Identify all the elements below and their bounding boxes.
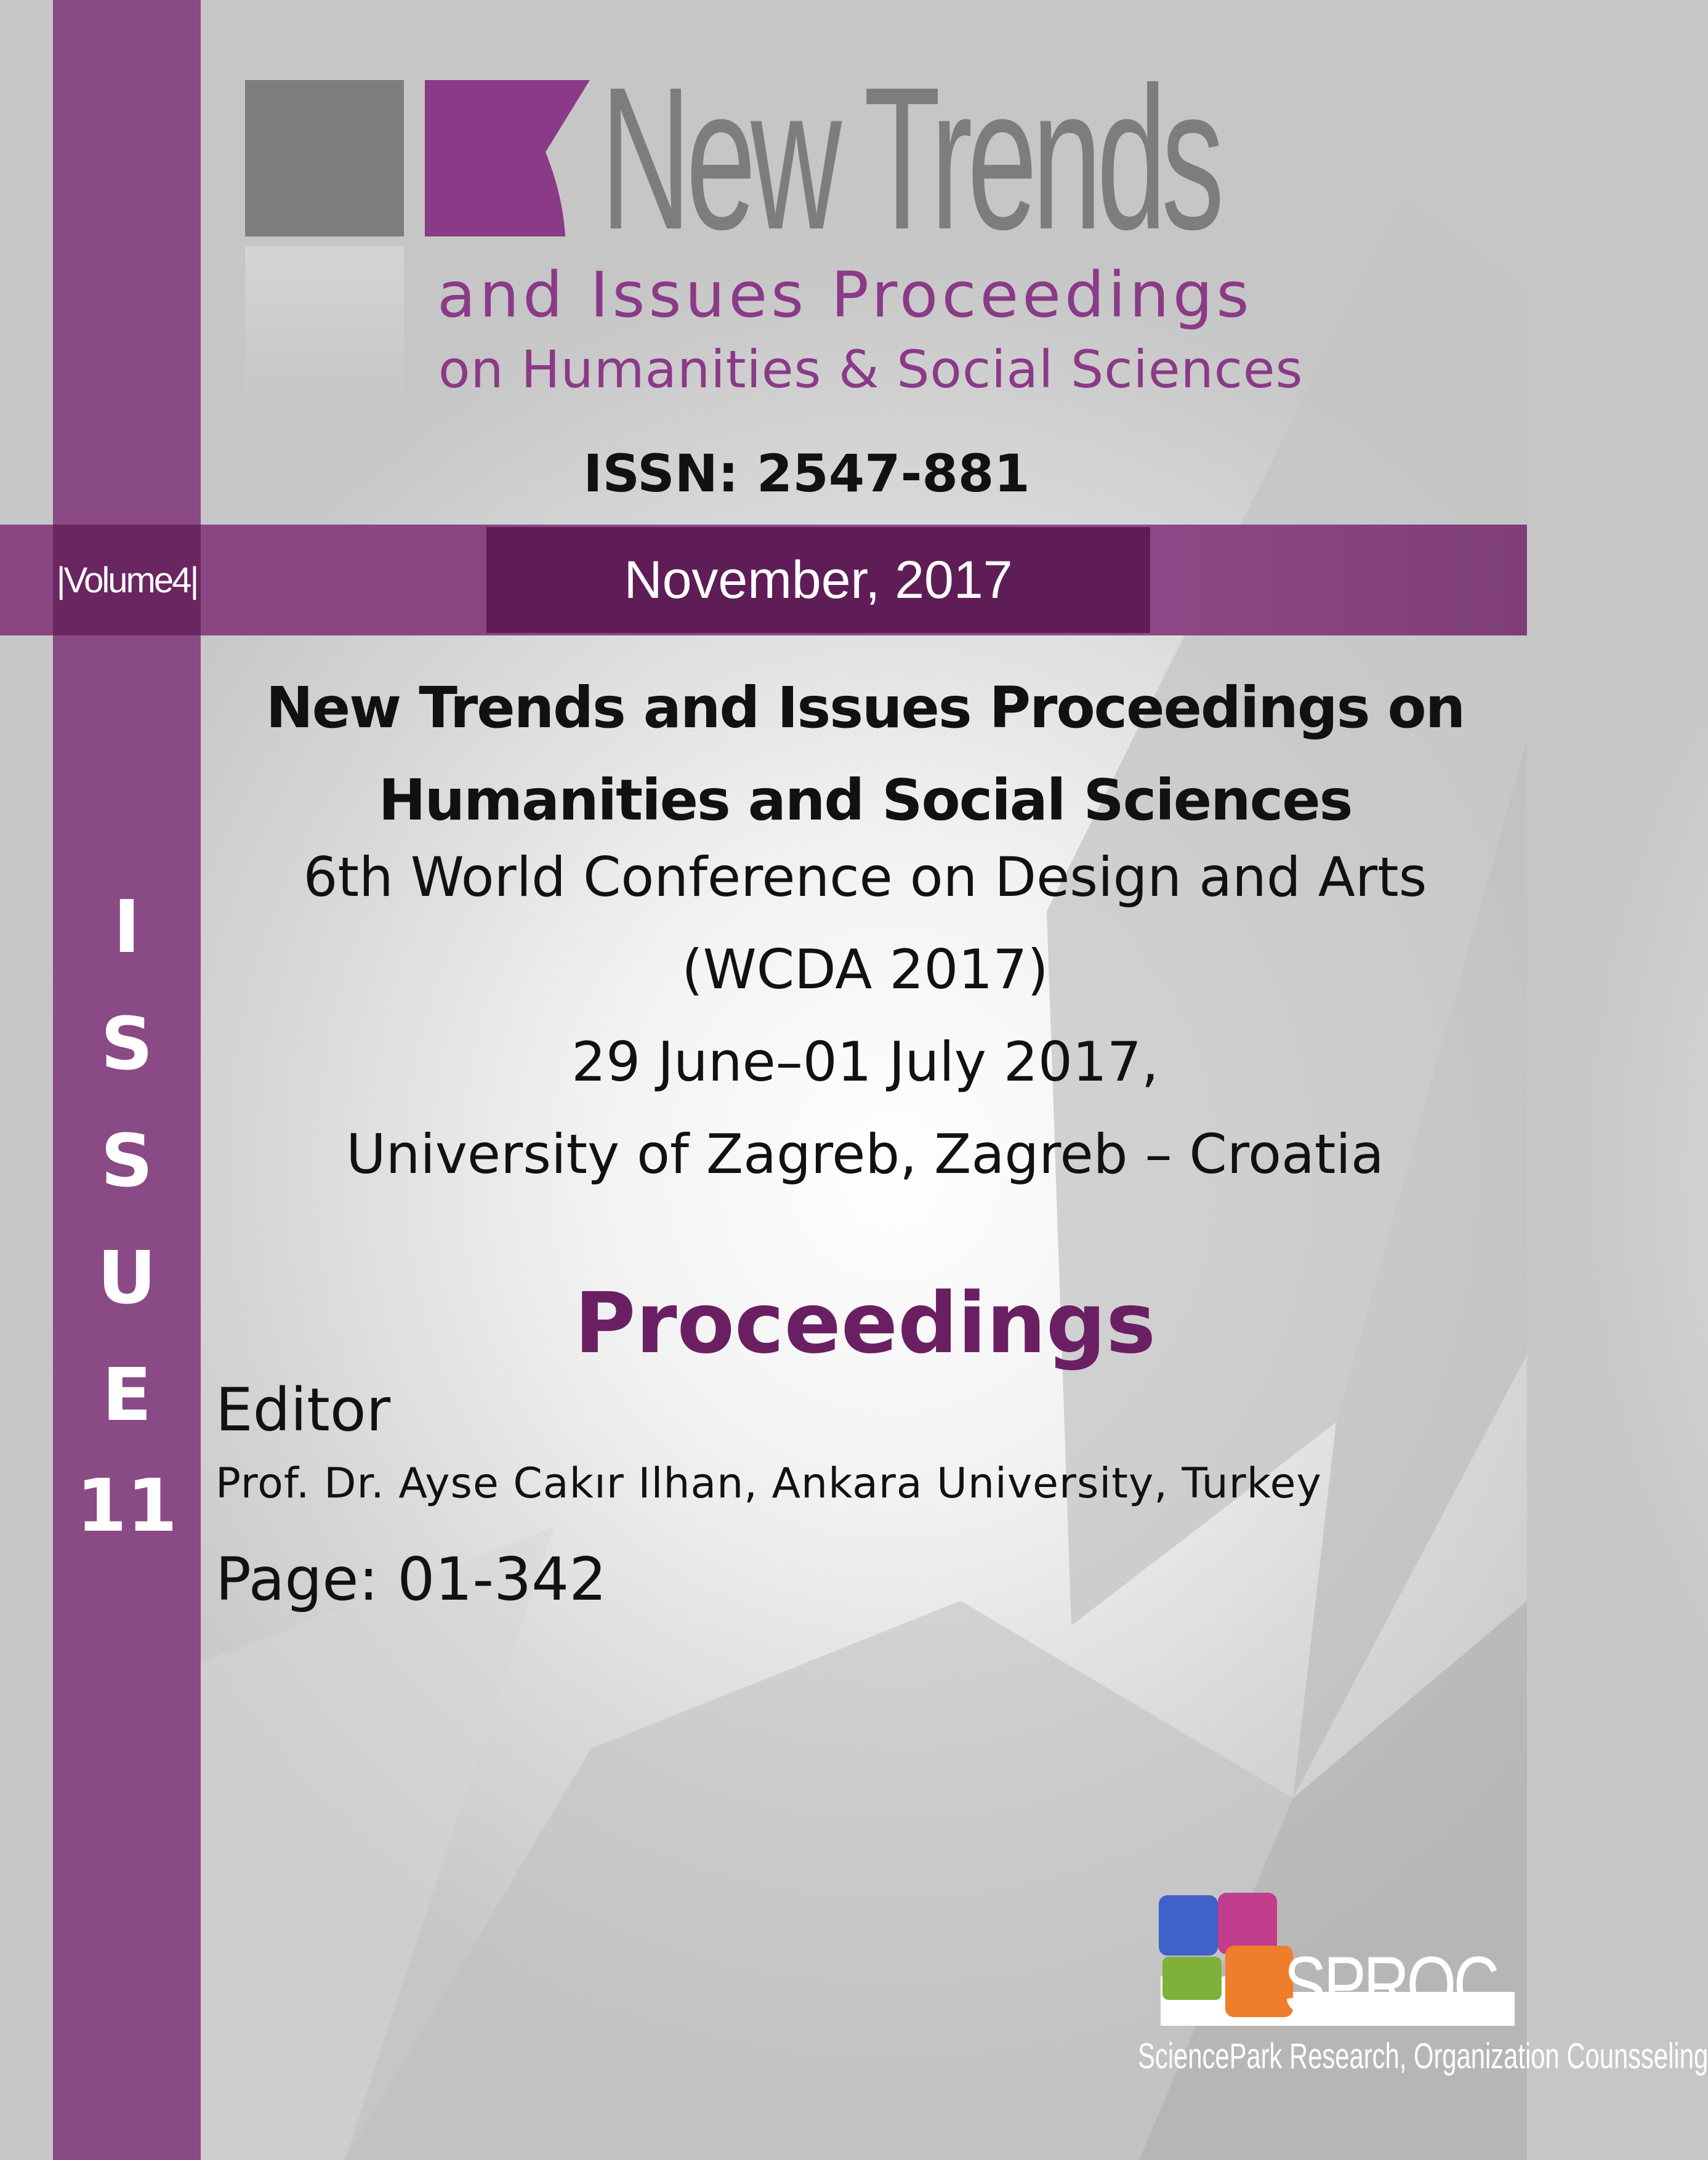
editor-label: Editor [216, 1376, 391, 1445]
issue-letters [53, 868, 201, 1453]
conference-name: 6th World Conference on Design and Arts [303, 845, 1427, 909]
publisher-caption: SciencePark Research, Organization Counsseling [1138, 2036, 1708, 2076]
proceedings-heading: Proceedings [574, 1275, 1156, 1372]
issue-date: November, 2017 [624, 550, 1013, 610]
journal-logo-title: New Trends [600, 44, 1219, 272]
publisher-logo-text: SPROC [1284, 1940, 1497, 2029]
issue-letter: E [102, 1352, 152, 1437]
conference-location: University of Zagreb, Zagreb – Croatia [346, 1122, 1384, 1186]
journal-logo-subtitle-2: on Humanities & Social Sciences [438, 339, 1303, 400]
issn: ISSN: 2547-881 [583, 443, 1030, 504]
volume-label: |Volume4| [56, 560, 198, 600]
issue-letter: S [100, 1001, 153, 1086]
conference-dates: 29 June–01 July 2017, [571, 1030, 1159, 1094]
page-range: Page: 01-342 [216, 1545, 607, 1614]
issue-letter: S [100, 1118, 153, 1203]
title-line-2: Humanities and Social Sciences [378, 767, 1352, 833]
issue-number: 11 [76, 1463, 178, 1548]
title-line-1: New Trends and Issues Proceedings on [265, 675, 1465, 741]
editor-name: Prof. Dr. Ayse Cakır Ilhan, Ankara University, Turkey [216, 1459, 1322, 1508]
conference-abbr: (WCDA 2017) [682, 938, 1049, 1001]
issue-letter: U [97, 1235, 156, 1320]
issue-letter: I [113, 884, 140, 969]
journal-logo-subtitle-1: and Issues Proceedings [437, 259, 1253, 332]
